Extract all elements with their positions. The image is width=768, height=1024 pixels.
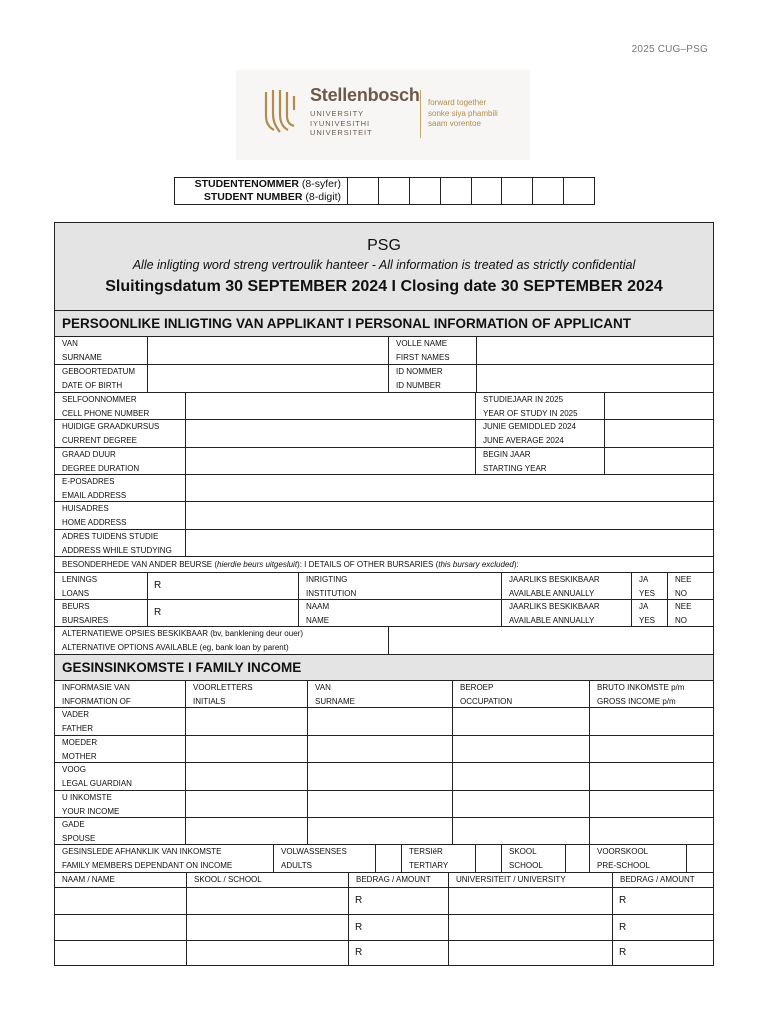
label-preschool: VOORSKOOL PRE-SCHOOL bbox=[590, 845, 687, 872]
spouse-occupation-input[interactable] bbox=[453, 818, 590, 844]
dep-university-amount-input[interactable]: R bbox=[619, 922, 627, 933]
bursaries-intro: BESONDERHEDE VAN ANDER BEURSE (hierdie beurs uitgesluit): I DETAILS OF OTHER BURSARIES (this bursary excluded): bbox=[62, 560, 519, 569]
label-study-address: ADRES TUIDENS STUDIE ADDRESS WHILE STUDYING bbox=[55, 530, 186, 556]
dep-school-amount-input[interactable]: R bbox=[349, 915, 449, 940]
label-id-number: ID NOMMER ID NUMBER bbox=[389, 365, 477, 392]
mother-surname-input[interactable] bbox=[308, 736, 453, 762]
dep-university-amount-input[interactable]: R bbox=[619, 895, 627, 906]
row-dependants bbox=[55, 845, 713, 873]
bursaries-no-option[interactable]: NEE NO bbox=[675, 602, 692, 625]
your-income-input[interactable] bbox=[590, 791, 713, 817]
id-number-input[interactable] bbox=[477, 365, 713, 392]
degree-input[interactable] bbox=[186, 420, 476, 447]
dependant-row bbox=[55, 888, 713, 915]
label-your-income: U INKOMSTE YOUR INCOME bbox=[55, 791, 186, 817]
your-occupation-input[interactable] bbox=[453, 791, 590, 817]
row-home bbox=[55, 502, 713, 530]
label-annual: JAARLIKS BESKIKBAAR AVAILABLE ANNUALLY bbox=[502, 573, 632, 599]
loans-no-option[interactable]: NEE NO bbox=[675, 575, 692, 598]
label-annual: JAARLIKS BESKIKBAAR AVAILABLE ANNUALLY bbox=[502, 600, 632, 626]
col-dep-amount: BEDRAG / AMOUNT bbox=[349, 873, 449, 887]
home-address-input[interactable] bbox=[186, 502, 713, 529]
digit-box[interactable] bbox=[410, 178, 441, 204]
label-spouse: GADE SPOUSE bbox=[55, 818, 186, 844]
student-number-label: STUDENTENOMMER (8-syfer) STUDENT NUMBER (8-digit) bbox=[175, 178, 348, 204]
row-dob bbox=[55, 365, 713, 393]
guardian-occupation-input[interactable] bbox=[453, 763, 590, 790]
row-bursaries bbox=[55, 600, 713, 627]
father-occupation-input[interactable] bbox=[453, 708, 590, 735]
guardian-surname-input[interactable] bbox=[308, 763, 453, 790]
label-email: E-POSADRES EMAIL ADDRESS bbox=[55, 475, 186, 501]
label-school: SKOOL SCHOOL bbox=[502, 845, 566, 872]
logo-university-names: UNIVERSITY IYUNIVESITHI UNIVERSITEIT bbox=[310, 109, 373, 137]
loans-amount-input[interactable]: R bbox=[148, 573, 299, 599]
col-dep-university: UNIVERSITEIT / UNIVERSITY bbox=[449, 873, 613, 887]
first-names-input[interactable] bbox=[477, 337, 713, 364]
digit-box[interactable] bbox=[502, 178, 533, 204]
duration-input[interactable] bbox=[186, 448, 476, 474]
confidential-note: Alle inligting word streng vertroulik hanteer - All information is treated as strictly confidential bbox=[132, 258, 636, 272]
family-header-row bbox=[55, 681, 713, 708]
section-family-income: GESINSINKOMSTE I FAMILY INCOME bbox=[55, 655, 713, 681]
crest-icon bbox=[262, 86, 298, 136]
dep-school-input[interactable] bbox=[187, 888, 349, 914]
spouse-surname-input[interactable] bbox=[308, 818, 453, 844]
guardian-income-input[interactable] bbox=[590, 763, 713, 790]
label-dob: GEBOORTEDATUM DATE OF BIRTH bbox=[55, 365, 148, 392]
row-alternatives bbox=[55, 627, 713, 655]
dependant-row bbox=[55, 915, 713, 941]
family-row-mother bbox=[55, 736, 713, 763]
row-email bbox=[55, 475, 713, 502]
label-name[interactable]: NAAM NAME bbox=[299, 600, 502, 626]
row-duration bbox=[55, 448, 713, 475]
start-year-input[interactable] bbox=[605, 448, 713, 474]
alternatives-input[interactable] bbox=[389, 627, 713, 654]
dependant-row bbox=[55, 941, 713, 965]
label-adults: VOLWASSENSES ADULTS bbox=[274, 845, 376, 872]
label-duration: GRAAD DUUR DEGREE DURATION bbox=[55, 448, 186, 474]
label-alternatives: ALTERNATIEWE OPSIES BESKIKBAAR (bv, banklening deur ouer) ALTERNATIVE OPTIONS AVAILABLE (eg, bank loan by parent) bbox=[55, 627, 389, 654]
dep-university-input[interactable] bbox=[449, 888, 613, 914]
digit-box[interactable] bbox=[379, 178, 410, 204]
bursaries-yes-option[interactable]: JA YES bbox=[632, 600, 668, 626]
dep-name-input[interactable] bbox=[55, 941, 187, 965]
label-bursaries: BEURS BURSAIRES bbox=[55, 600, 148, 626]
label-first-names: VOLLE NAME FIRST NAMES bbox=[389, 337, 477, 364]
family-row-father bbox=[55, 708, 713, 736]
father-surname-input[interactable] bbox=[308, 708, 453, 735]
dep-school-input[interactable] bbox=[187, 941, 349, 965]
row-bursaries-intro bbox=[55, 557, 713, 573]
logo-tagline: forward together sonke siya phambili saam vorentoe bbox=[428, 98, 498, 128]
form-title: PSG bbox=[367, 237, 401, 254]
dependants-header-row bbox=[55, 873, 713, 888]
row-study-address bbox=[55, 530, 713, 557]
mother-initials-input[interactable] bbox=[186, 736, 308, 762]
dep-school-amount-input[interactable]: R bbox=[349, 941, 449, 965]
label-dependants: GESINSLEDE AFHANKLIK VAN INKOMSTE FAMILY MEMBERS DEPENDANT ON INCOME bbox=[55, 845, 274, 872]
digit-box[interactable] bbox=[472, 178, 503, 204]
label-guardian: VOOG LEGAL GUARDIAN bbox=[55, 763, 186, 790]
year-of-study-input[interactable] bbox=[605, 393, 713, 419]
guardian-initials-input[interactable] bbox=[186, 763, 308, 790]
col-surname: VAN SURNAME bbox=[308, 681, 453, 707]
label-mother: MOEDER MOTHER bbox=[55, 736, 186, 762]
digit-box[interactable] bbox=[441, 178, 472, 204]
mother-occupation-input[interactable] bbox=[453, 736, 590, 762]
adults-input[interactable] bbox=[376, 845, 402, 872]
father-income-input[interactable] bbox=[590, 708, 713, 735]
digit-box[interactable] bbox=[533, 178, 564, 204]
digit-box[interactable] bbox=[564, 178, 594, 204]
your-surname-input[interactable] bbox=[308, 791, 453, 817]
row-cell bbox=[55, 393, 713, 420]
university-logo bbox=[236, 70, 530, 160]
row-degree bbox=[55, 420, 713, 448]
label-home: HUISADRES HOME ADDRESS bbox=[55, 502, 186, 529]
row-loans bbox=[55, 573, 713, 600]
form-header bbox=[55, 223, 713, 311]
surname-input[interactable] bbox=[148, 337, 389, 364]
cell-input[interactable] bbox=[186, 393, 476, 419]
dep-university-input[interactable] bbox=[449, 941, 613, 965]
family-row-guardian bbox=[55, 763, 713, 791]
family-row-spouse bbox=[55, 818, 713, 845]
label-loans: LENINGS LOANS bbox=[55, 573, 148, 599]
dep-university-amount-input[interactable]: R bbox=[619, 947, 627, 958]
loans-yes-option[interactable]: JA YES bbox=[632, 573, 668, 599]
father-initials-input[interactable] bbox=[186, 708, 308, 735]
closing-date: Sluitingsdatum 30 SEPTEMBER 2024 I Closing date 30 SEPTEMBER 2024 bbox=[105, 278, 663, 295]
spouse-income-input[interactable] bbox=[590, 818, 713, 844]
label-father: VADER FATHER bbox=[55, 708, 186, 735]
study-address-input[interactable] bbox=[186, 530, 713, 556]
dep-name-input[interactable] bbox=[55, 915, 187, 940]
family-row-your-income bbox=[55, 791, 713, 818]
label-june-average: JUNIE GEMIDDLED 2024 JUNE AVERAGE 2024 bbox=[476, 420, 605, 447]
col-gross-income: BRUTO INKOMSTE p/m GROSS INCOME p/m bbox=[597, 683, 685, 706]
school-input[interactable] bbox=[566, 845, 590, 872]
mother-income-input[interactable] bbox=[590, 736, 713, 762]
col-dep-name: NAAM / NAME bbox=[55, 873, 187, 887]
col-occupation: BEROEP OCCUPATION bbox=[453, 681, 590, 707]
section-personal: PERSOONLIKE INLIGTING VAN APPLIKANT I PERSONAL INFORMATION OF APPLICANT bbox=[55, 311, 713, 337]
tertiary-input[interactable] bbox=[476, 845, 502, 872]
label-year-of-study: STUDIEJAAR IN 2025 YEAR OF STUDY IN 2025 bbox=[476, 393, 605, 419]
logo-name: Stellenbosch bbox=[310, 85, 420, 105]
application-form bbox=[54, 222, 714, 966]
spouse-initials-input[interactable] bbox=[186, 818, 308, 844]
logo-divider bbox=[420, 90, 421, 138]
col-dep-school: SKOOL / SCHOOL bbox=[187, 873, 349, 887]
label-surname: VAN SURNAME bbox=[55, 337, 148, 364]
dep-school-amount-input[interactable]: R bbox=[349, 888, 449, 914]
preschool-input[interactable] bbox=[687, 845, 713, 872]
col-initials: VOORLETTERS INITIALS bbox=[186, 681, 308, 707]
digit-box[interactable] bbox=[348, 178, 379, 204]
email-input[interactable] bbox=[186, 475, 713, 501]
label-start-year: BEGIN JAAR STARTING YEAR bbox=[476, 448, 605, 474]
label-cell: SELFOONNOMMER CELL PHONE NUMBER bbox=[55, 393, 186, 419]
document-code: 2025 CUG–PSG bbox=[631, 44, 708, 55]
row-surname bbox=[55, 337, 713, 365]
june-average-input[interactable] bbox=[605, 420, 713, 447]
dep-school-input[interactable] bbox=[187, 915, 349, 940]
bursaries-amount-input[interactable]: R bbox=[148, 600, 299, 626]
label-degree: HUIDIGE GRAADKURSUS CURRENT DEGREE bbox=[55, 420, 186, 447]
dep-university-input[interactable] bbox=[449, 915, 613, 940]
col-information-of: INFORMASIE VAN INFORMATION OF bbox=[55, 681, 186, 707]
label-institution[interactable]: INRIGTING INSTITUTION bbox=[299, 573, 502, 599]
dob-input[interactable] bbox=[148, 365, 389, 392]
col-dep-amount-2: BEDRAG / AMOUNT bbox=[620, 875, 695, 884]
label-tertiary: TERSIëR TERTIARY bbox=[402, 845, 476, 872]
your-initials-input[interactable] bbox=[186, 791, 308, 817]
dep-name-input[interactable] bbox=[55, 888, 187, 914]
student-number-field bbox=[174, 177, 595, 205]
